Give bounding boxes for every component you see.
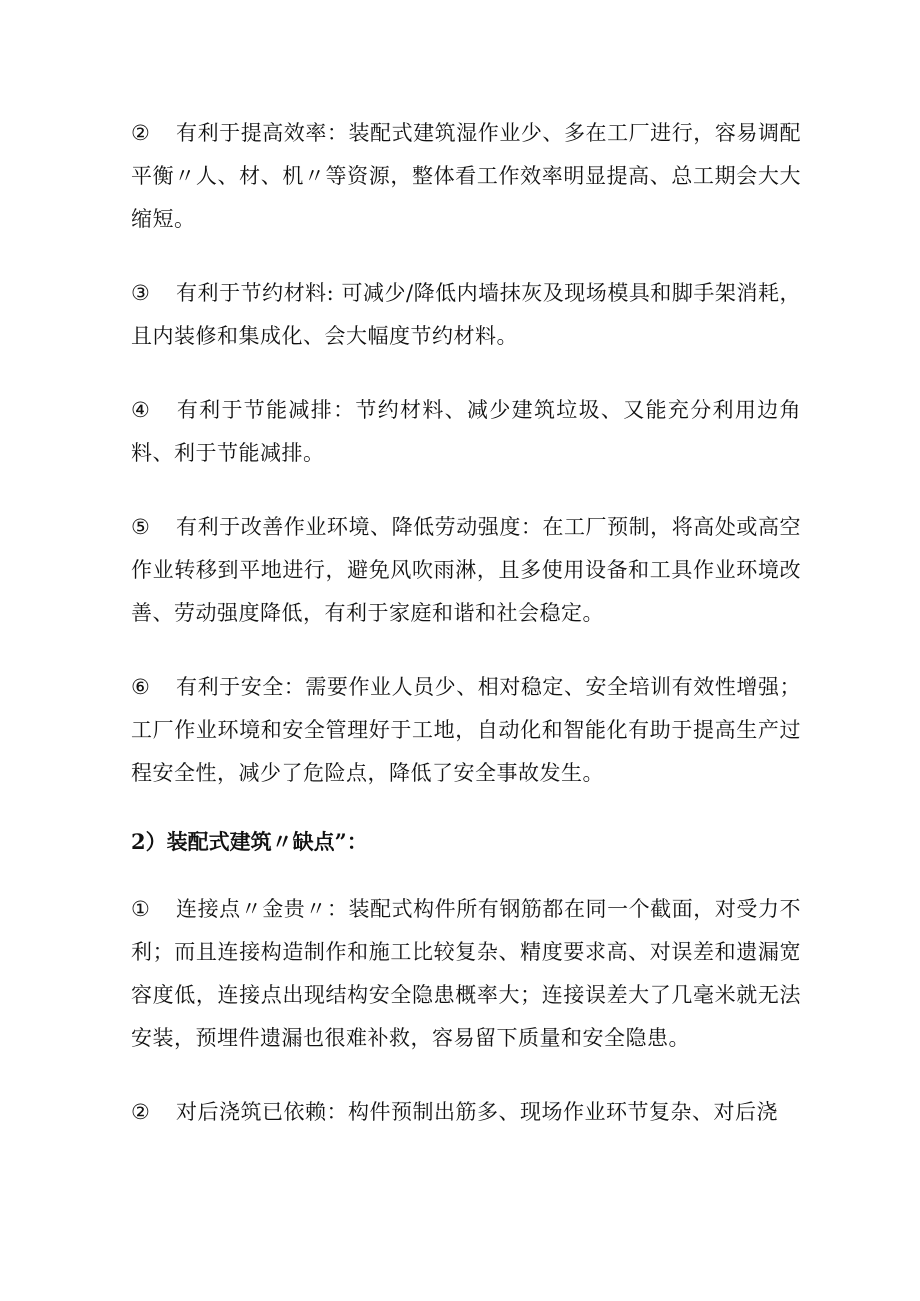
item-marker: ⑤: [131, 515, 151, 539]
paragraph-text: 有利于改善作业环境、降低劳动强度：在工厂预制，将高处或高空作业转移到平地进行，避免风吹雨淋，且多使用设备和工具作业环境改善、劳动强度降低，有利于家庭和谐和社会稳定。: [131, 515, 801, 625]
paragraph-text: 有利于提高效率：装配式建筑湿作业少、多在工厂进行，容易调配平衡〃人、材、机〃等资源，整体看工作效率明显提高、总工期会大大缩短。: [131, 121, 801, 231]
paragraph-text: 有利于节能减排：节约材料、减少建筑垃圾、又能充分利用边角料、利于节能减排。: [131, 398, 801, 465]
advantage-paragraph: [131, 666, 801, 795]
paragraph-text: 有利于安全：需要作业人员少、相对稳定、安全培训有效性增强；工厂作业环境和安全管理好于工地，自动化和智能化有助于提高生产过程安全性，减少了危险点，降低了安全事故发生。: [131, 675, 801, 785]
item-marker: ⑥: [131, 675, 151, 699]
paragraph-text: 对后浇筑已依赖：构件预制出筋多、现场作业环节复杂、对后浇: [176, 1100, 778, 1124]
advantage-paragraph: [131, 272, 801, 358]
document-page: [131, 112, 801, 1134]
item-marker: ②: [131, 121, 151, 145]
advantage-paragraph: [131, 506, 801, 635]
advantage-paragraph: [131, 112, 801, 241]
disadvantage-paragraph: [131, 888, 801, 1060]
item-marker: ④: [131, 398, 151, 422]
advantage-paragraph: [131, 389, 801, 475]
paragraph-text: 有利于节约材料: 可减少/降低内墙抹灰及现场模具和脚手架消耗，且内装修和集成化、会大幅度节约材料。: [131, 281, 801, 348]
item-marker: ③: [131, 281, 151, 305]
paragraph-text: 连接点〃金贵〃：装配式构件所有钢筋都在同一个截面，对受力不利；而且连接构造制作和施工比较复杂、精度要求高、对误差和遗漏宽容度低，连接点出现结构安全隐患概率大；连接误差大了几毫米就无法安装，预埋件遗漏也很难补救，容易留下质量和安全隐患。: [131, 897, 801, 1050]
disadvantage-paragraph: [131, 1091, 801, 1134]
item-marker: ②: [131, 1100, 151, 1124]
section-heading: 2）装配式建筑〃缺点”：: [131, 829, 368, 854]
item-marker: ①: [131, 897, 151, 921]
